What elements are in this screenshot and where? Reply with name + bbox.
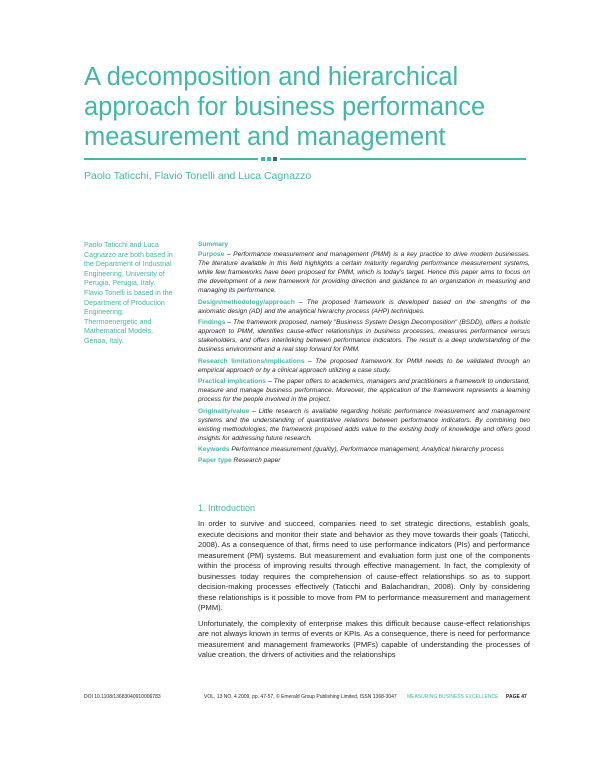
abstract-text: Research paper <box>231 457 281 465</box>
paper-title: A decomposition and hierarchical approach for business performance measurement and management <box>84 63 486 151</box>
body-text <box>198 519 530 666</box>
abstract-text: – The framework proposed, namely "Business System Design Decomposition" (BSDD), offers a holistic approach to PMM, identifies cause-effect relationships in business processes, measures performance versus stakeholders, and offers interlinking between performance indicators. The result is a deep understanding of the business environment and a real step forward for PMM. <box>198 319 530 354</box>
abstract-text: – The proposed framework is developed based on the strengths of the axiomatic design (AD) and the analytical hierarchy process (AHP) techniques. <box>198 298 530 315</box>
abstract-label: Findings <box>198 319 226 327</box>
abstract-design <box>198 298 530 316</box>
abstract <box>198 240 530 468</box>
author-affiliation: Paolo Taticchi and Luca Cagnazzo are both based in the Department of Industrial Engineering, University of Perugia, Perugia, Italy. Flavio Tonelli is based in the Department of Production Engineering, Thermoenergetic and Mathematical Models, Genoa, Italy. <box>84 241 173 345</box>
abstract-keywords <box>198 445 530 454</box>
abstract-practical <box>198 377 530 404</box>
authors: Paolo Taticchi, Flavio Tonelli and Luca Cagnazzo <box>84 170 312 182</box>
abstract-limitations <box>198 357 530 375</box>
paragraph: Unfortunately, the complexity of enterprise makes this difficult because cause-effect relationships are not always known in terms of events or KPIs. As a consequence, there is need for performance measurement and management frameworks (PMFs) capable of understanding the processes of value creation, the drivers of activities and the relationships <box>198 618 530 659</box>
abstract-label: Research limitations/implications <box>198 357 305 365</box>
abstract-text: – Performance measurement and management (PMM) is a key practice to drive modern businesses. The literature available in this field highlights a certain maturity regarding performance measurement systems, while few frameworks have been proposed for PMM, which is today's target. Hence this paper aims to focus on the development of a new framework for providing direction and guidance to an organization in measuring and managing its performance. <box>198 251 530 295</box>
abstract-text: Performance measurement (quality), Performance management, Analytical hierarchy process <box>229 446 504 454</box>
footer-citation: VOL. 13 NO. 4 2009, pp. 47-57, © Emerald Group Publishing Limited, ISSN 1368-3047 <box>204 694 397 700</box>
title-divider <box>84 157 526 161</box>
abstract-label: Purpose <box>198 251 225 259</box>
abstract-findings <box>198 318 530 354</box>
abstract-text: – Little research is available regarding holistic performance measurement and management systems and the understanding of quantitative relations between performance indicators. By combining two existing methodologies, the framework proposed adds value to the existing body of knowledge and offers good insights for addressing future research. <box>198 407 530 442</box>
abstract-label: Design/methodology/approach <box>198 298 295 306</box>
section-heading: 1. Introduction <box>198 503 256 513</box>
abstract-label: Practical implications <box>198 378 266 386</box>
abstract-text: – The proposed framework for PMM needs to be validated through an empirical approach or by a clinical approach utilizing a case study. <box>198 357 530 374</box>
footer-journal: MEASURING BUSINESS EXCELLENCE <box>407 694 499 700</box>
paragraph: In order to survive and succeed, companies need to set strategic directions, establish goals, execute decisions and monitor their state and behavior as they move towards their goals (Taticchi, 2008). As a consequence of that, firms need to use performance indicators (PIs) and performance measurement (PM) systems. But measurement and evaluation form just one of the components within the process of improving results through effective management. In fact, the complexity of businesses today requires the comprehension of cause-effect relationships so as to support decision-making processes effectively (Taticchi and Balachandran, 2008). Only by considering these relationships is it possible to move from PM to performance measurement and management (PMM). <box>198 519 530 612</box>
abstract-heading: Summary <box>198 241 229 248</box>
abstract-text: – The paper offers to academics, managers and practitioners a framework to understand, measure and manage business performance. Moreover, the application of the framework represents a learning process for the people involved in the project. <box>198 378 530 404</box>
abstract-label: Paper type <box>198 457 232 465</box>
abstract-originality <box>198 407 530 443</box>
footer-page-number: PAGE 47 <box>506 694 527 700</box>
footer-doi: DOI 10.1108/13683040910006783 <box>84 694 161 700</box>
abstract-label: Originality/value <box>198 407 250 415</box>
abstract-purpose <box>198 250 530 295</box>
abstract-label: Keywords <box>198 446 230 454</box>
abstract-paper-type <box>198 456 530 465</box>
